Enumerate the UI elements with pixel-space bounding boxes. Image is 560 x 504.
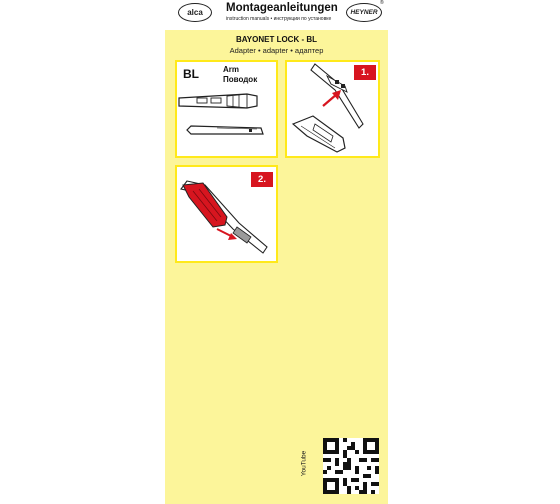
step-2-drawing bbox=[177, 167, 275, 260]
sheet-title: BAYONET LOCK - BL bbox=[235, 35, 318, 44]
step-1-badge: 1. bbox=[354, 65, 376, 80]
qr-code[interactable] bbox=[323, 438, 379, 494]
arm-label-ru: Поводок bbox=[223, 75, 258, 84]
page-title: Montageanleitungen bbox=[226, 2, 338, 14]
step-2-panel bbox=[175, 165, 278, 263]
bl-adapter-drawing bbox=[177, 62, 275, 155]
bl-label: BL bbox=[183, 67, 199, 81]
alca-logo: alca bbox=[178, 3, 212, 22]
step-1-panel bbox=[285, 60, 380, 158]
step-1-drawing bbox=[287, 62, 377, 155]
step-2-badge: 2. bbox=[251, 172, 273, 187]
qr-code-graphic bbox=[323, 438, 379, 494]
heyner-logo: HEYNER bbox=[346, 3, 382, 22]
bl-adapter-panel bbox=[175, 60, 278, 158]
youtube-text: YouTube bbox=[300, 450, 308, 477]
arm-label-en: Arm bbox=[223, 65, 240, 74]
sheet-subtitle: Adapter • adapter • адаптер bbox=[229, 46, 324, 55]
page-subtitle: instruction manuals • инструкции по установке bbox=[226, 16, 332, 22]
header bbox=[0, 0, 560, 30]
instruction-sheet bbox=[165, 30, 388, 504]
registered-mark: ® bbox=[380, 0, 384, 6]
youtube-label bbox=[300, 440, 321, 494]
